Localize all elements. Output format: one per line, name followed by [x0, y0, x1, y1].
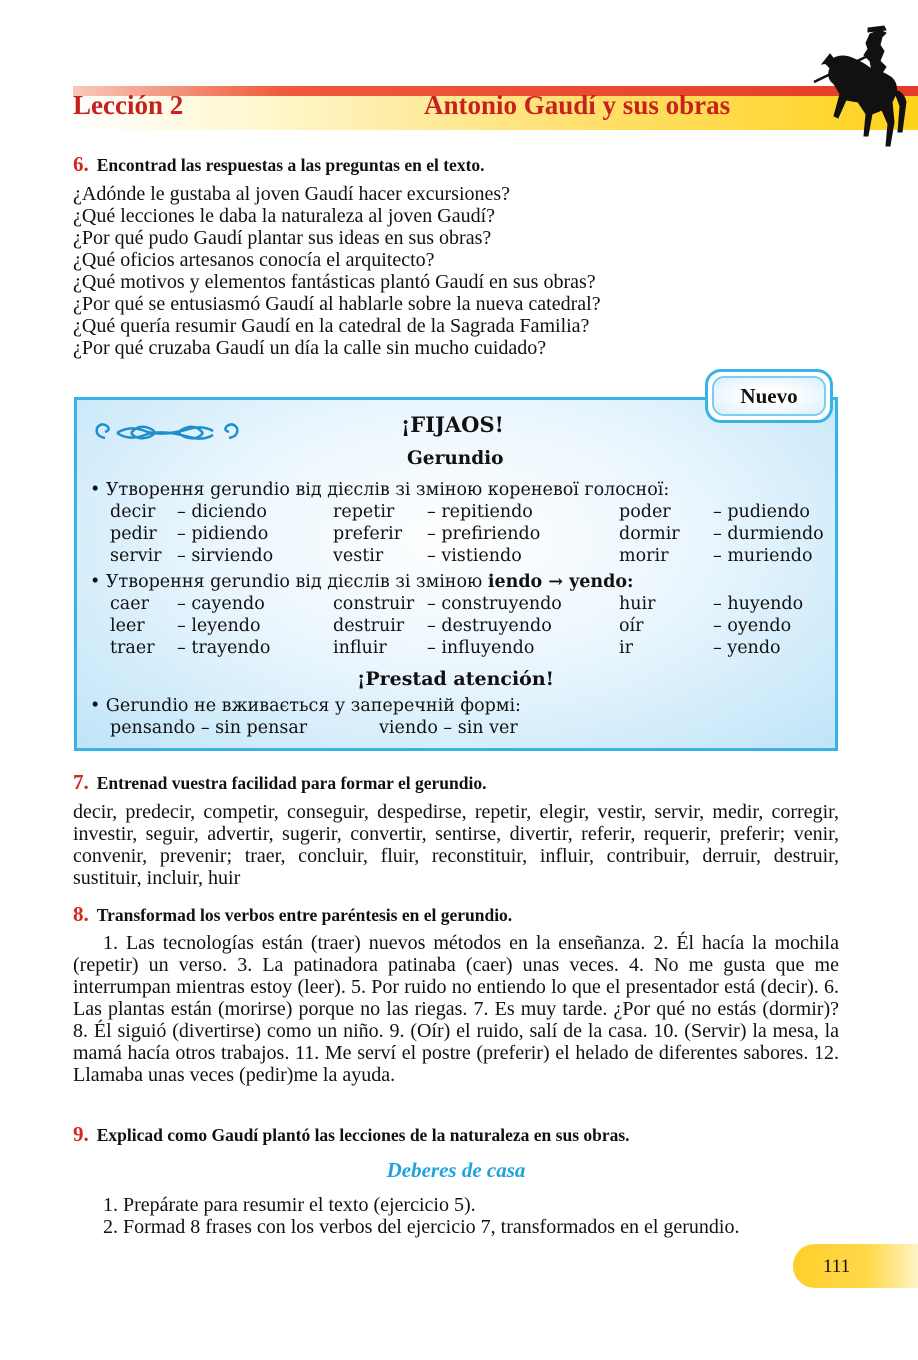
gerund: – trayendo: [177, 638, 271, 658]
infinitive: destruir: [333, 616, 405, 636]
question-line: ¿Adónde le gustaba al joven Gaudí hacer excursiones?: [73, 183, 511, 205]
gerund: – destruyendo: [427, 616, 552, 636]
grammar-title: ¡FIJAOS!: [401, 412, 504, 437]
rule-2-text: • Утворення gerundio від дієслів зі зміною: [90, 572, 488, 592]
exercise-6-heading: [73, 152, 485, 177]
infinitive: pedir: [110, 524, 157, 544]
infinitive: caer: [110, 594, 149, 614]
question-line: ¿Por qué pudo Gaudí plantar sus ideas en sus obras?: [73, 227, 492, 249]
infinitive: poder: [619, 502, 671, 522]
gerund: – construyendo: [427, 594, 562, 614]
infinitive: repetir: [333, 502, 395, 522]
rule-2-bold: iendo → yendo:: [487, 572, 634, 592]
infinitive: leer: [110, 616, 145, 636]
gerund: – oyendo: [713, 616, 792, 636]
question-line: ¿Qué oficios artesanos conocía el arquitecto?: [73, 249, 435, 271]
swirl-ornament-icon: [91, 418, 243, 448]
gerund: – cayendo: [177, 594, 265, 614]
question-line: ¿Qué motivos y elementos fantásticas plantó Gaudí en sus obras?: [73, 271, 596, 293]
question-line: ¿Qué quería resumir Gaudí en la catedral de la Sagrada Familia?: [73, 315, 590, 337]
rule-1-verb-table: [77, 502, 835, 568]
gerund: – huyendo: [713, 594, 804, 614]
attention-heading: ¡Prestad atención!: [357, 668, 555, 690]
exercise-8-heading: [73, 902, 512, 927]
exercise-instruction: Explicad como Gaudí plantó las lecciones de la naturaleza en sus obras.: [96, 1125, 630, 1145]
negative-example-1: pensando – sin pensar: [110, 718, 308, 738]
infinitive: servir: [110, 546, 162, 566]
gerund: – leyendo: [177, 616, 261, 636]
infinitive: preferir: [333, 524, 403, 544]
homework-item: 2. Formad 8 frases con los verbos del ejercicio 7, transformados en el gerundio.: [103, 1216, 740, 1238]
exercise-number: 7.: [73, 770, 89, 794]
gerund: – repitiendo: [427, 502, 533, 522]
gerund: – sirviendo: [177, 546, 274, 566]
exercise-number: 9.: [73, 1122, 89, 1146]
exercise-instruction: Encontrad las respuestas a las preguntas en el texto.: [96, 155, 485, 175]
infinitive: influir: [333, 638, 387, 658]
gerund: – vistiendo: [427, 546, 522, 566]
infinitive: morir: [619, 546, 669, 566]
nuevo-badge: [705, 369, 833, 423]
infinitive: decir: [110, 502, 156, 522]
homework-item: 1. Prepárate para resumir el texto (ejercicio 5).: [103, 1194, 476, 1216]
exercise-8-sentences: 1. Las tecnologías están (traer) nuevos métodos en la enseñanza. 2. Él hacía la mochila (repetir) un verso. 3. La patinadora patinaba (caer) unas veces. 4. No me gusta que me interrumpan mientras estoy (leer). 5. Por ruido no entiendo lo que el presentador está (decir). 6. Las plantas están (morirse) porque no las riegas. 7. Es muy tarde. ¿Por qué no estás (dormir)? 8. Él siguió (divertirse) como un niño. 9. (Oír) el ruido, salí de la casa. 10. (Servir) la mesa, la mamá hacía otros trabajos. 11. Me serví el postre (preferir) el helado de diferentes sabores. 12. Llamaba unas veces (pedir)me la ayuda.: [73, 932, 839, 1086]
exercise-9-heading: [73, 1122, 630, 1147]
grammar-subtitle: Gerundio: [407, 448, 504, 469]
exercise-7-heading: [73, 770, 486, 795]
infinitive: dormir: [619, 524, 680, 544]
gerund: – prefiriendo: [427, 524, 541, 544]
exercise-instruction: Transformad los verbos entre paréntesis en el gerundio.: [96, 905, 513, 925]
homework-list: [103, 1194, 863, 1238]
rule-2-verb-table: [77, 594, 835, 660]
infinitive: traer: [110, 638, 155, 658]
rule-1: • Утворення gerundio від дієслів зі зміною кореневої голосної:: [90, 480, 670, 500]
infinitive: ir: [619, 638, 633, 658]
gerund: – yendo: [713, 638, 781, 658]
infinitive: oír: [619, 616, 644, 636]
exercise-instruction: Entrenad vuestra facilidad para formar el gerundio.: [96, 773, 487, 793]
gerund: – pudiendo: [713, 502, 810, 522]
rule-2: [90, 572, 633, 592]
question-line: ¿Qué lecciones le daba la naturaleza al joven Gaudí?: [73, 205, 496, 227]
gerund: – muriendo: [713, 546, 813, 566]
gerund: – pidiendo: [177, 524, 269, 544]
question-line: ¿Por qué se entusiasmó Gaudí al hablarle sobre la nueva catedral?: [73, 293, 601, 315]
infinitive: vestir: [333, 546, 384, 566]
negative-example-2: viendo – sin ver: [379, 718, 518, 738]
exercise-number: 8.: [73, 902, 89, 926]
nuevo-label: Nuevo: [712, 376, 826, 416]
exercise-7-verb-list: decir, predecir, competir, conseguir, despedirse, repetir, elegir, vestir, servir, medir, corregir, investir, seguir, advertir, sugerir, convertir, sentirse, divertir, referir, requerir, preferir; venir, convenir, prevenir; traer, concluir, fluir, reconstituir, influir, contribuir, derruir, destruir, sustituir, incluir, huir: [73, 801, 839, 889]
infinitive: huir: [619, 594, 656, 614]
gerund: – durmiendo: [713, 524, 824, 544]
gerund: – diciendo: [177, 502, 267, 522]
question-line: ¿Por qué cruzaba Gaudí un día la calle sin mucho cuidado?: [73, 337, 547, 359]
homework-title: Deberes de casa: [386, 1158, 526, 1182]
gerund: – influyendo: [427, 638, 535, 658]
lesson-title: Antonio Gaudí y sus obras: [424, 90, 731, 120]
page-number-tab: [793, 1244, 918, 1288]
grammar-box: [74, 397, 838, 751]
rule-3: • Gerundio не вживається у заперечній формі:: [90, 696, 521, 716]
don-quixote-icon: [808, 24, 916, 152]
lesson-label: Lección 2: [73, 90, 184, 120]
page-number: 111: [823, 1256, 851, 1277]
exercise-6-questions: [73, 183, 843, 359]
infinitive: construir: [333, 594, 415, 614]
exercise-number: 6.: [73, 152, 89, 176]
